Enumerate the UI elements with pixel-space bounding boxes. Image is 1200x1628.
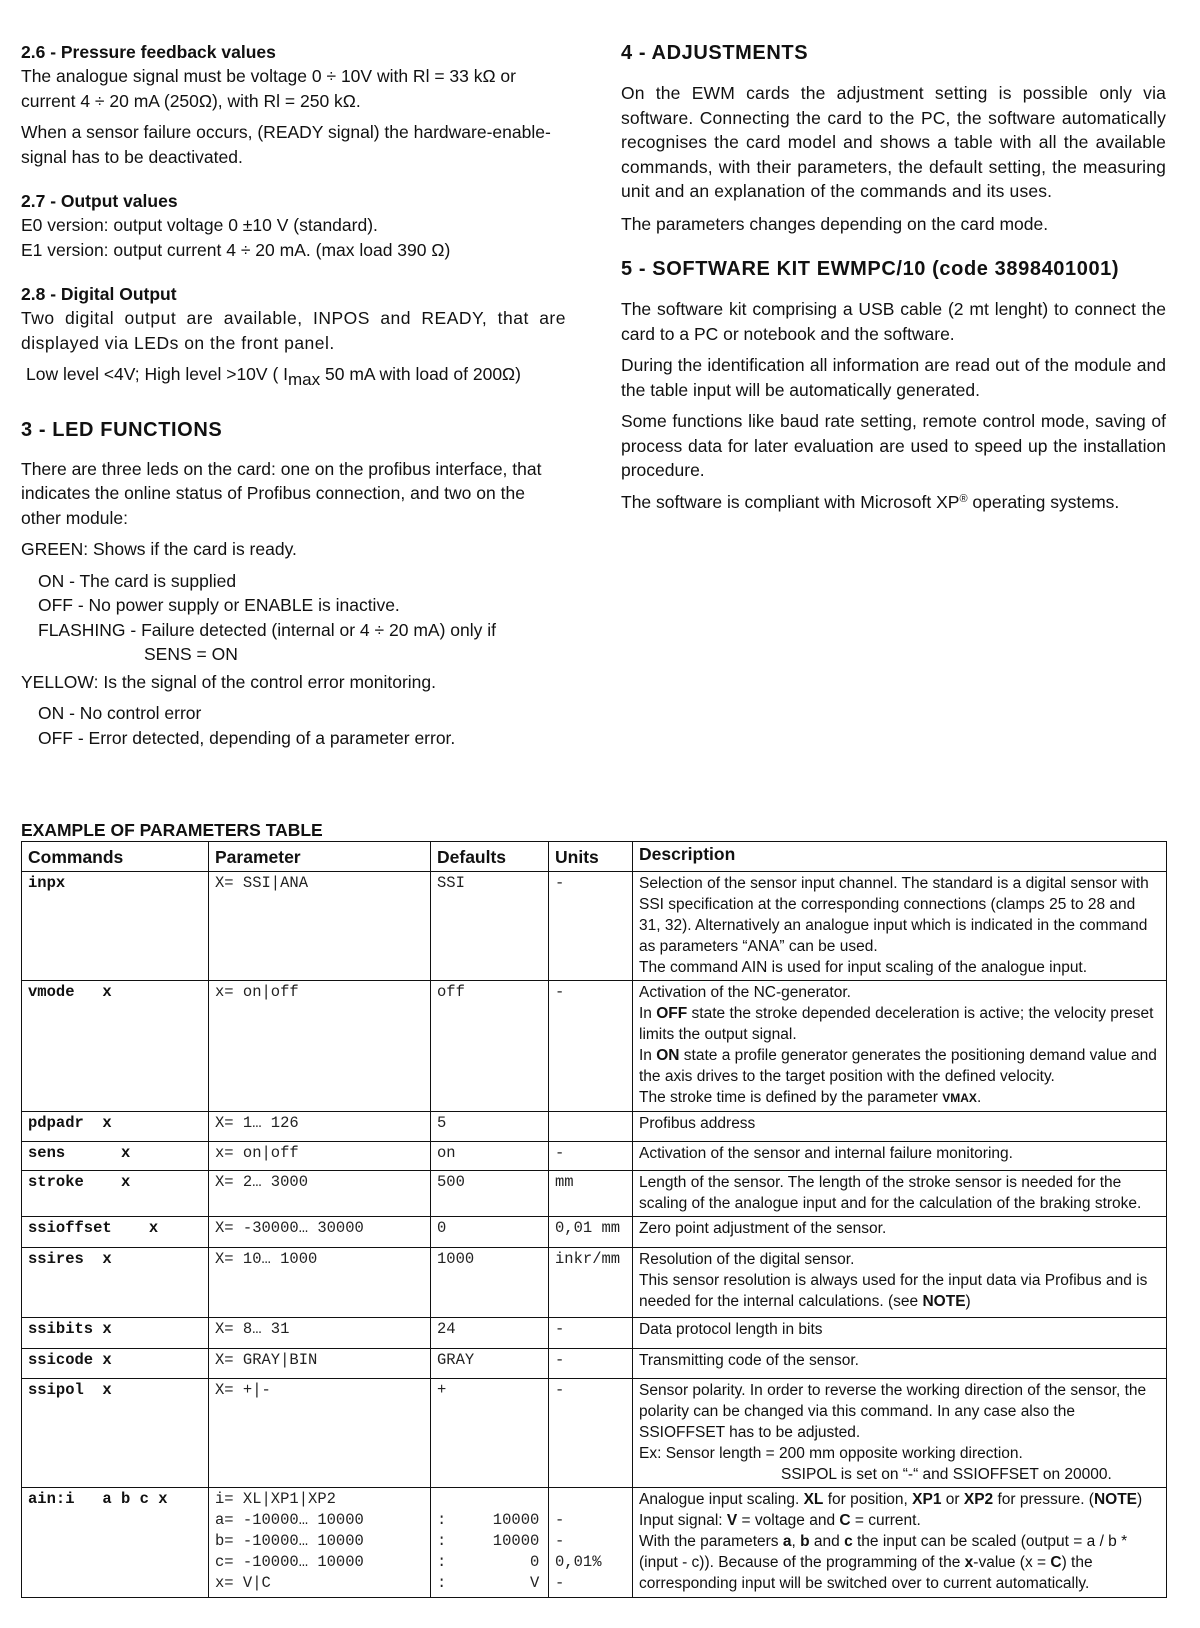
- cell-def: [431, 1112, 549, 1142]
- description-line: Activation of the sensor and internal failure monitoring.: [639, 1145, 1013, 1162]
- header-commands: Commands: [22, 842, 209, 872]
- cell-description: [633, 1379, 1167, 1488]
- cell-unit: [549, 1379, 633, 1488]
- table-row: [22, 1318, 1167, 1349]
- description-line: With the parameters a, b and c the input can be scaled (output = a / b * (input - c)). Because of the programming of the x-value (x = C) the corresponding input will be switched over to current automatically.: [639, 1533, 1128, 1592]
- description-line: Resolution of the digital sensor.: [639, 1251, 855, 1268]
- cell-def-line: SSI: [437, 874, 465, 892]
- cell-description: [633, 1349, 1167, 1379]
- cell-unit-line: mm: [555, 1173, 574, 1191]
- cell-param-line: x= on|off: [215, 1144, 299, 1162]
- section-5-paragraph-3: Some functions like baud rate setting, remote control mode, saving of process data for later evaluation are used to speed up the installation procedure.: [621, 411, 1166, 480]
- cell-param-line: X= 10… 1000: [215, 1250, 318, 1268]
- cell-unit: [549, 1112, 633, 1142]
- description-line: Profibus address: [639, 1115, 756, 1132]
- green-led-on: ON - The card is supplied: [38, 570, 237, 591]
- cell-def-line: 5: [437, 1114, 447, 1132]
- left-column: [21, 40, 566, 750]
- cell-unit: [549, 1318, 633, 1349]
- cell-param: [209, 1217, 431, 1248]
- imax-subscript: max: [288, 370, 321, 389]
- cell-unit-line: 0,01%: [555, 1552, 602, 1571]
- cell-param: [209, 1379, 431, 1488]
- cell-unit-line: -: [555, 1573, 565, 1592]
- table-row: [22, 1248, 1167, 1318]
- cell-command: ain:i a b c x: [22, 1488, 209, 1598]
- cell-unit-line: 0,01 mm: [555, 1219, 621, 1237]
- cell-def-line: GRAY: [437, 1351, 475, 1369]
- section-4-paragraph-1: On the EWM cards the adjustment setting is possible only via software. Connecting the card to the PC, the software automatically recognises the card model and shows a table with all the available commands, with their parameters, the default setting, the measuring unit and an explanation of the commands and its uses.: [621, 83, 1166, 201]
- cell-def: [431, 1379, 549, 1488]
- section-4-paragraph-2: The parameters changes depending on the card mode.: [621, 213, 1049, 234]
- registered-mark: ®: [959, 492, 968, 505]
- table-header-row: [22, 842, 1167, 872]
- parameters-table-title: EXAMPLE OF PARAMETERS TABLE: [21, 820, 323, 840]
- cell-unit: [549, 1248, 633, 1318]
- cell-param-line: X= 2… 3000: [215, 1173, 309, 1191]
- cell-param: [209, 1248, 431, 1318]
- cell-def-line: : V: [437, 1573, 540, 1592]
- cell-def-line: : 0: [437, 1552, 540, 1571]
- cell-unit: [549, 1171, 633, 1217]
- cell-def-line: 500: [437, 1173, 465, 1191]
- cell-description: [633, 981, 1167, 1112]
- cell-description: [633, 1318, 1167, 1349]
- section-5-paragraph-1: The software kit comprising a USB cable (2 mt lenght) to connect the card to a PC or notebook and the software.: [621, 299, 1166, 344]
- yellow-led-on: ON - No control error: [38, 703, 202, 723]
- compliance-text-end: operating systems.: [967, 491, 1120, 512]
- cell-def-line: 24: [437, 1320, 456, 1338]
- green-led-title: GREEN: Shows if the card is ready.: [21, 539, 297, 559]
- cell-def: [431, 1217, 549, 1248]
- cell-def: [431, 1349, 549, 1379]
- cell-param: [209, 1488, 431, 1598]
- cell-unit-line: -: [555, 1351, 565, 1369]
- cell-param: [209, 1142, 431, 1171]
- cell-command: ssioffset x: [22, 1217, 209, 1248]
- section-2-8-paragraph-1: Two digital output are available, INPOS and READY, that are displayed via LEDs on the front panel.: [21, 308, 566, 353]
- cell-def-line: off: [437, 983, 465, 1001]
- cell-description: [633, 1217, 1167, 1248]
- cell-description: [633, 1171, 1167, 1217]
- cell-param-line: a= -10000… 10000: [215, 1511, 364, 1529]
- cell-unit: [549, 1349, 633, 1379]
- cell-description: [633, 1248, 1167, 1318]
- table-row: [22, 1171, 1167, 1217]
- cell-param-line: x= on|off: [215, 983, 299, 1001]
- cell-param: [209, 1349, 431, 1379]
- section-2-7-line-2: E1 version: output current 4 ÷ 20 mA. (max load 390 Ω): [21, 239, 451, 260]
- header-parameter: Parameter: [209, 842, 431, 872]
- cell-command: ssires x: [22, 1248, 209, 1318]
- cell-def-line: on: [437, 1144, 456, 1162]
- cell-unit-line: -: [555, 1510, 565, 1529]
- cell-def-line: 0: [437, 1219, 447, 1237]
- table-row: [22, 1112, 1167, 1142]
- cell-command: ssicode x: [22, 1349, 209, 1379]
- cell-def-line: [437, 1489, 542, 1510]
- cell-def: [431, 1318, 549, 1349]
- cell-def: [431, 1488, 549, 1598]
- table-row: [22, 1488, 1167, 1598]
- cell-def-line: : 10000: [437, 1531, 540, 1550]
- cell-param: [209, 1318, 431, 1349]
- table-row: [22, 1349, 1167, 1379]
- cell-unit-line: -: [555, 1381, 565, 1399]
- cell-param-line: b= -10000… 10000: [215, 1532, 364, 1550]
- cell-def: [431, 1248, 549, 1318]
- section-4-title: 4 - ADJUSTMENTS: [621, 42, 809, 64]
- cell-unit: [549, 1488, 633, 1598]
- description-line: Sensor polarity. In order to reverse the working direction of the sensor, the polarity can be changed via this command. In any case also the SSIOFFSET has to be adjusted.: [639, 1382, 1147, 1441]
- table-row: [22, 1379, 1167, 1488]
- description-line: Data protocol length in bits: [639, 1321, 823, 1338]
- cell-param-line: X= 8… 31: [215, 1320, 290, 1338]
- table-body: [22, 872, 1167, 1598]
- cell-param-line: X= 1… 126: [215, 1114, 299, 1132]
- header-description: Description: [633, 842, 1167, 872]
- cell-def-line: 1000: [437, 1250, 475, 1268]
- cell-description: [633, 1112, 1167, 1142]
- cell-param: [209, 981, 431, 1112]
- section-3-title: 3 - LED FUNCTIONS: [21, 418, 223, 441]
- cell-def-line: +: [437, 1381, 447, 1399]
- cell-unit-line: -: [555, 983, 565, 1001]
- description-line: Input signal: V = voltage and C = current.: [639, 1512, 921, 1529]
- cell-param-line: X= +|-: [215, 1381, 271, 1399]
- compliance-text: The software is compliant with Microsoft XP: [621, 491, 960, 512]
- description-line: Ex: Sensor length = 200 mm opposite working direction.: [639, 1445, 1023, 1462]
- green-led-flashing-condition: SENS = ON: [144, 644, 238, 664]
- section-2-6-paragraph-1: The analogue signal must be voltage 0 ÷ 10V with Rl = 33 kΩ or current 4 ÷ 20 mA (250Ω), with Rl = 250 kΩ.: [21, 66, 516, 111]
- yellow-led-off: OFF - Error detected, depending of a parameter error.: [38, 727, 456, 748]
- cell-def: [431, 872, 549, 981]
- cell-unit: [549, 981, 633, 1112]
- section-2-8-paragraph-2: [21, 362, 566, 387]
- header-defaults: Defaults: [431, 842, 549, 872]
- description-line: This sensor resolution is always used for the input data via Profibus and is needed for the internal calculations. (see NOTE): [639, 1272, 1148, 1310]
- description-line: In OFF state the stroke depended deceleration is active; the velocity preset limits the output signal.: [639, 1005, 1154, 1043]
- section-5-paragraph-2: During the identification all information are read out of the module and the table input will be automatically generated.: [621, 355, 1166, 400]
- cell-description: [633, 1488, 1167, 1598]
- description-line: In ON state a profile generator generates the positioning demand value and the axis drives to the target position with the defined velocity.: [639, 1047, 1157, 1085]
- description-line: Activation of the NC-generator.: [639, 984, 851, 1001]
- description-line: Zero point adjustment of the sensor.: [639, 1220, 887, 1237]
- table-row: [22, 872, 1167, 981]
- cell-param: [209, 1112, 431, 1142]
- description-line: Transmitting code of the sensor.: [639, 1352, 859, 1369]
- section-5-paragraph-4: [621, 490, 1166, 515]
- cell-param-line: X= GRAY|BIN: [215, 1351, 318, 1369]
- table-row: [22, 1217, 1167, 1248]
- parameters-table: [21, 841, 1167, 1598]
- levels-text: Low level <4V; High level >10V ( I: [26, 364, 288, 384]
- cell-unit-line: [555, 1489, 626, 1510]
- description-line: The command AIN is used for input scaling of the analogue input.: [639, 959, 1088, 976]
- cell-unit-line: -: [555, 874, 565, 892]
- cell-unit: [549, 872, 633, 981]
- yellow-led-title: YELLOW: Is the signal of the control error monitoring.: [21, 671, 437, 692]
- table-row: [22, 981, 1167, 1112]
- cell-description: [633, 1142, 1167, 1171]
- cell-command: sens x: [22, 1142, 209, 1171]
- description-line: Selection of the sensor input channel. The standard is a digital sensor with SSI specification at the corresponding connections (clamps 25 to 28 and 31, 32). Alternatively an analogue input which is indicated in the command as parameters “ANA” can be used.: [639, 875, 1149, 955]
- section-2-7-line-1: E0 version: output voltage 0 ±10 V (standard).: [21, 215, 378, 235]
- cell-command: stroke x: [22, 1171, 209, 1217]
- cell-command: ssibits x: [22, 1318, 209, 1349]
- cell-unit-line: [555, 1113, 626, 1134]
- cell-unit-line: -: [555, 1144, 565, 1162]
- table-row: [22, 1142, 1167, 1171]
- cell-def-line: : 10000: [437, 1510, 540, 1529]
- section-2-7-title: 2.7 - Output values: [21, 191, 178, 211]
- cell-unit: [549, 1217, 633, 1248]
- cell-unit: [549, 1142, 633, 1171]
- section-2-6-paragraph-2: When a sensor failure occurs, (READY signal) the hardware-enable-signal has to be deactivated.: [21, 122, 551, 167]
- cell-unit-line: -: [555, 1320, 565, 1338]
- cell-def: [431, 981, 549, 1112]
- description-line: Length of the sensor. The length of the stroke sensor is needed for the scaling of the analogue input and for the calculation of the braking stroke.: [639, 1174, 1142, 1212]
- green-led-flashing: FLASHING - Failure detected (internal or 4 ÷ 20 mA) only if: [38, 619, 496, 640]
- cell-def: [431, 1142, 549, 1171]
- description-line: Analogue input scaling. XL for position, XP1 or XP2 for pressure. (NOTE): [639, 1491, 1143, 1508]
- cell-unit-line: -: [555, 1531, 565, 1550]
- section-2-6-title: 2.6 - Pressure feedback values: [21, 42, 276, 62]
- cell-command: pdpadr x: [22, 1112, 209, 1142]
- cell-param-line: x= V|C: [215, 1574, 271, 1592]
- description-line: The stroke time is defined by the parameter VMAX.: [639, 1089, 982, 1106]
- green-led-off: OFF - No power supply or ENABLE is inactive.: [38, 595, 400, 615]
- cell-description: [633, 872, 1167, 981]
- section-2-8-title: 2.8 - Digital Output: [21, 284, 177, 304]
- levels-text-end: 50 mA with load of 200Ω): [320, 364, 521, 384]
- cell-command: vmode x: [22, 981, 209, 1112]
- cell-def: [431, 1171, 549, 1217]
- header-units: Units: [549, 842, 633, 872]
- section-5-title: 5 - SOFTWARE KIT EWMPC/10 (code 3898401001): [621, 258, 1120, 280]
- cell-command: ssipol x: [22, 1379, 209, 1488]
- cell-param-line: i= XL|XP1|XP2: [215, 1490, 336, 1508]
- cell-param-line: X= SSI|ANA: [215, 874, 309, 892]
- cell-command: inpx: [22, 872, 209, 981]
- cell-unit-line: inkr/mm: [555, 1250, 621, 1268]
- cell-param-line: X= -30000… 30000: [215, 1219, 364, 1237]
- cell-param-line: c= -10000… 10000: [215, 1553, 364, 1571]
- cell-param: [209, 872, 431, 981]
- cell-param: [209, 1171, 431, 1217]
- description-line: SSIPOL is set on “-“ and SSIOFFSET on 20000.: [781, 1466, 1112, 1483]
- right-column: [621, 40, 1166, 514]
- section-3-paragraph-1: There are three leds on the card: one on the profibus interface, that indicates the online status of Profibus connection, and two on the other module:: [21, 458, 542, 528]
